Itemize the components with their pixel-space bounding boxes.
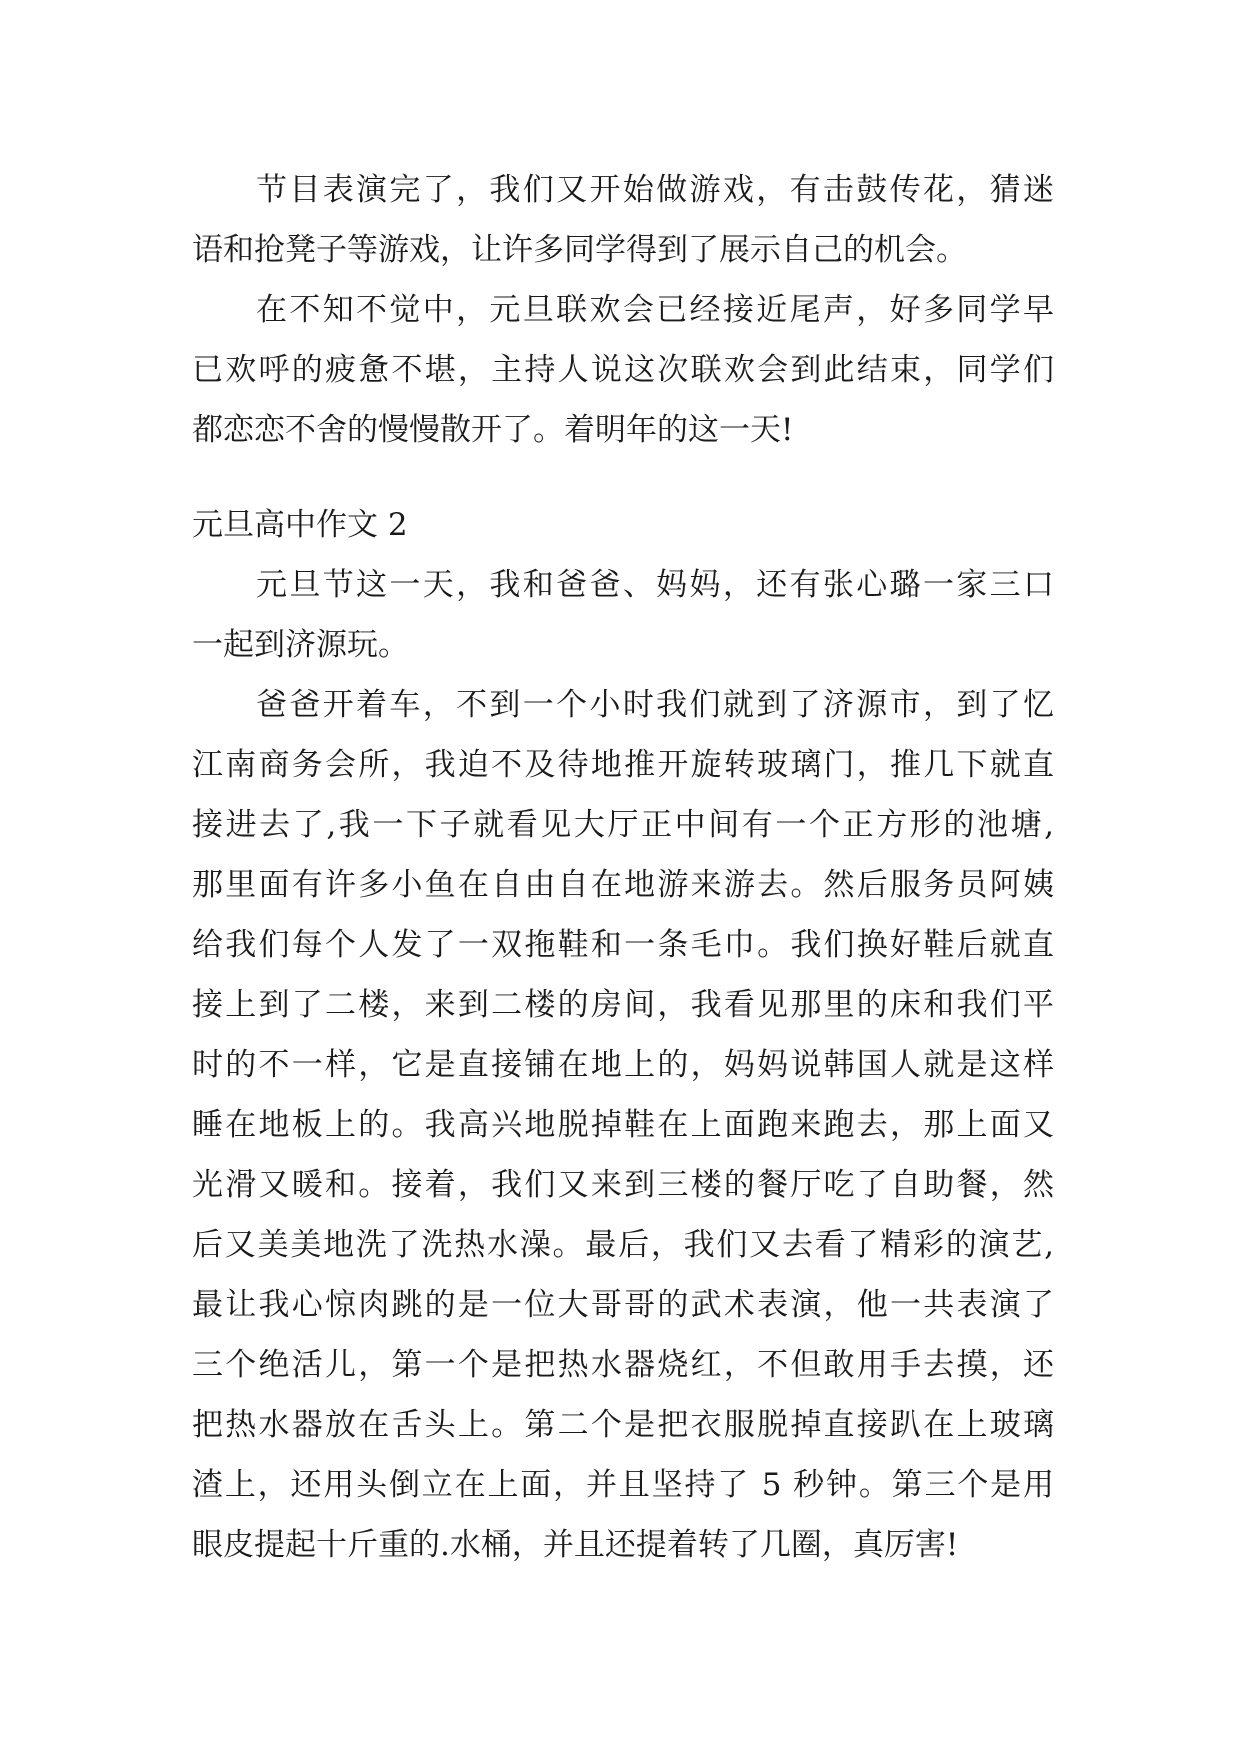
section-2 <box>192 495 1054 1575</box>
text-line: 眼皮提起十斤重的.水桶，并且还提着转了几圈，真厉害! <box>192 1527 959 1563</box>
text-line: 最让我心惊肉跳的是一位大哥哥的武术表演，他一共表演了 <box>192 1287 1054 1323</box>
text-line: 江南商务会所，我迫不及待地推开旋转玻璃门，推几下就直 <box>192 747 1054 783</box>
paragraph <box>192 555 1054 675</box>
text-line: 节目表演完了，我们又开始做游戏，有击鼓传花，猜迷 <box>256 172 1054 208</box>
document-page <box>192 160 1054 1575</box>
text-line: 睡在地板上的。我高兴地脱掉鞋在上面跑来跑去，那上面又 <box>192 1107 1054 1143</box>
section-heading: 元旦高中作文 2 <box>192 507 408 543</box>
text-line: 那里面有许多小鱼在自由自在地游来游去。然后服务员阿姨 <box>192 867 1054 903</box>
text-line: 爸爸开着车，不到一个小时我们就到了济源市，到了忆 <box>256 687 1054 723</box>
text-line: 元旦节这一天，我和爸爸、妈妈，还有张心璐一家三口 <box>256 567 1054 603</box>
section-1 <box>192 160 1054 460</box>
paragraph <box>192 675 1054 1575</box>
text-line: 在不知不觉中，元旦联欢会已经接近尾声，好多同学早 <box>256 292 1054 328</box>
text-line: 已欢呼的疲惫不堪，主持人说这次联欢会到此结束，同学们 <box>192 352 1054 388</box>
text-line: 光滑又暖和。接着，我们又来到三楼的餐厅吃了自助餐，然 <box>192 1167 1054 1203</box>
paragraph <box>192 160 1054 280</box>
text-line: 给我们每个人发了一双拖鞋和一条毛巾。我们换好鞋后就直 <box>192 927 1054 963</box>
text-line: 渣上，还用头倒立在上面，并且坚持了 5 秒钟。第三个是用 <box>192 1467 1054 1503</box>
text-line: 都恋恋不舍的慢慢散开了。着明年的这一天! <box>192 412 794 448</box>
text-line: 接进去了,我一下子就看见大厅正中间有一个正方形的池塘, <box>192 807 1054 843</box>
text-line: 时的不一样，它是直接铺在地上的，妈妈说韩国人就是这样 <box>192 1047 1054 1083</box>
text-line: 接上到了二楼，来到二楼的房间，我看见那里的床和我们平 <box>192 987 1054 1023</box>
paragraph <box>192 280 1054 460</box>
text-line: 一起到济源玩。 <box>192 627 409 663</box>
text-line: 语和抢凳子等游戏，让许多同学得到了展示自己的机会。 <box>192 232 967 268</box>
text-line: 后又美美地洗了洗热水澡。最后，我们又去看了精彩的演艺, <box>192 1227 1054 1263</box>
text-line: 三个绝活儿，第一个是把热水器烧红，不但敢用手去摸，还 <box>192 1347 1054 1383</box>
text-line: 把热水器放在舌头上。第二个是把衣服脱掉直接趴在上玻璃 <box>192 1407 1054 1443</box>
